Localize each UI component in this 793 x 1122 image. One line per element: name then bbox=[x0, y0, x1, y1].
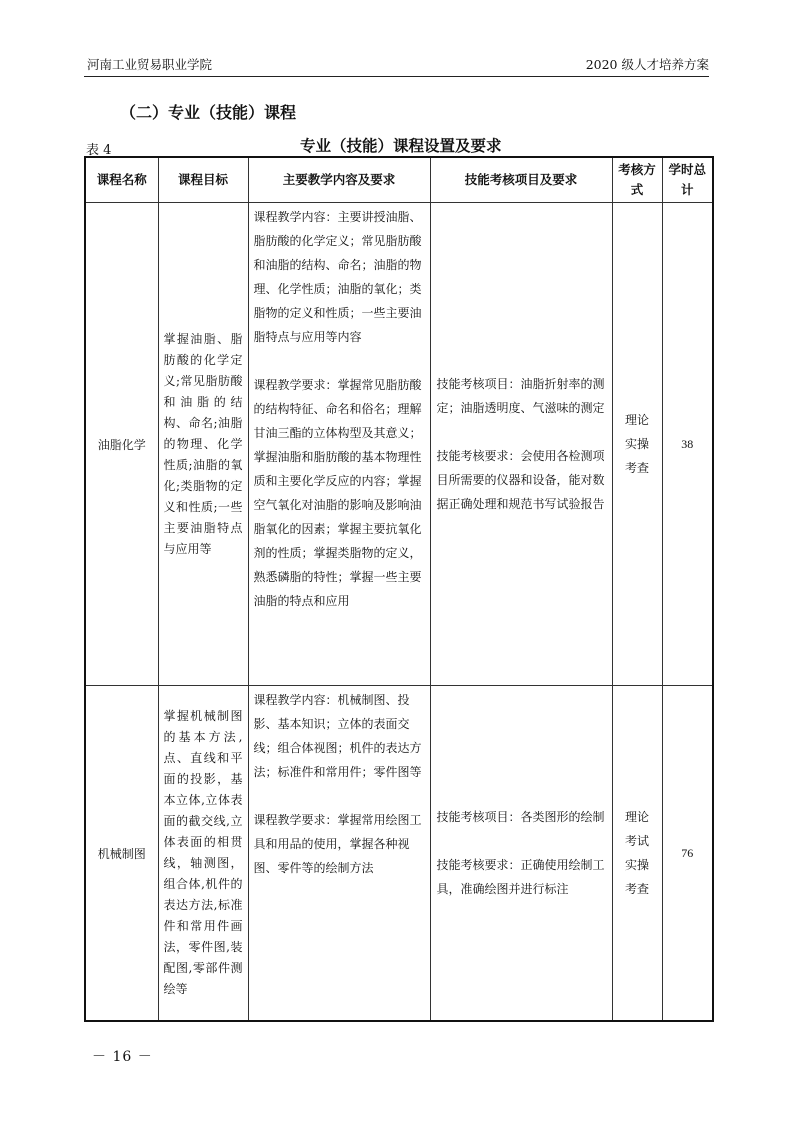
table-row bbox=[85, 203, 713, 686]
col-header-total-hours: 学时总计 bbox=[662, 157, 713, 203]
method-line: 考试 bbox=[624, 834, 649, 848]
table-header-row bbox=[85, 157, 713, 203]
header-institution: 河南工业贸易职业学院 bbox=[87, 57, 213, 72]
skill-items: 技能考核项目：各类图形的绘制 bbox=[436, 810, 605, 824]
assessment-method bbox=[612, 203, 662, 686]
skill-items: 技能考核项目：油脂折射率的测定；油脂透明度、气滋味的测定 bbox=[436, 377, 605, 415]
method-line: 实操 bbox=[624, 437, 649, 451]
course-skill-assessment bbox=[430, 686, 612, 1022]
table-title: 专业（技能）课程设置及要求 bbox=[300, 137, 502, 155]
skill-requirement: 技能考核要求：正确使用绘制工具，准确绘图并进行标注 bbox=[436, 858, 605, 896]
col-header-skill-assessment: 技能考核项目及要求 bbox=[430, 157, 612, 203]
course-content bbox=[248, 686, 430, 1022]
course-name: 油脂化学 bbox=[85, 203, 158, 686]
header-plan-title: 2020 级人才培养方案 bbox=[585, 57, 709, 72]
paragraph-gap bbox=[254, 349, 425, 373]
method-line: 考查 bbox=[624, 882, 649, 896]
method-line: 考查 bbox=[624, 461, 649, 475]
course-name: 机械制图 bbox=[85, 686, 158, 1022]
content-requirement: 课程教学要求：掌握常见脂肪酸的结构特征、命名和俗名；理解甘油三酯的立体构型及其意义；掌握油脂和脂肪酸的基本物理性质和主要化学反应的内容；掌握空气氧化对油脂的影响及影响油脂氧化的因素；掌握主要抗氧化剂的性质；掌握类脂物的定义，熟悉磷脂的特性；掌握一些主要油脂的特点和应用 bbox=[253, 378, 422, 608]
course-requirements-table bbox=[84, 156, 714, 1022]
total-hours: 38 bbox=[662, 203, 713, 686]
col-header-course-name: 课程名称 bbox=[85, 157, 158, 203]
table-label: 表 4 bbox=[86, 143, 112, 158]
paragraph-gap bbox=[437, 420, 606, 444]
method-line: 理论 bbox=[624, 810, 649, 824]
skill-requirement: 技能考核要求：会使用各检测项目所需要的仪器和设备，能对数据正确处理和规范书写试验报告 bbox=[436, 449, 605, 511]
method-line: 实操 bbox=[624, 858, 649, 872]
content-requirement: 课程教学要求：掌握常用绘图工具和用品的使用，掌握各种视图、零件等的绘制方法 bbox=[253, 813, 422, 875]
section-heading: （二）专业（技能）课程 bbox=[120, 103, 297, 122]
assessment-method bbox=[612, 686, 662, 1022]
course-content bbox=[248, 203, 430, 686]
total-hours: 76 bbox=[662, 686, 713, 1022]
content-intro: 课程教学内容：机械制图、投影、基本知识；立体的表面交线；组合体视图；机件的表达方法；标准件和常用件；零件图等 bbox=[253, 693, 422, 779]
course-goal: 掌握油脂、脂肪酸的化学定义;常见脂肪酸和油脂的结构、命名;油脂的物理、化学性质;油脂的氧化;类脂物的定义和性质;一些主要油脂特点与应用等 bbox=[158, 203, 248, 686]
col-header-teaching-content: 主要教学内容及要求 bbox=[248, 157, 430, 203]
paragraph-gap bbox=[437, 829, 606, 853]
header-divider bbox=[84, 76, 709, 77]
course-skill-assessment bbox=[430, 203, 612, 686]
table-row bbox=[85, 686, 713, 1022]
col-header-assessment-method: 考核方式 bbox=[612, 157, 662, 203]
content-intro: 课程教学内容：主要讲授油脂、脂肪酸的化学定义；常见脂肪酸和油脂的结构、命名；油脂的物理、化学性质；油脂的氧化；类脂物的定义和性质；一些主要油脂特点与应用等内容 bbox=[253, 210, 422, 344]
course-goal: 掌握机械制图的基本方法,点、直线和平面的投影，基本立体,立体表面的截交线,立体表面的相贯线，轴测图，组合体,机件的表达方法,标准件和常用件画法，零件图,装配图,零部件测绘等 bbox=[158, 686, 248, 1022]
page-number: － 16 － bbox=[92, 1049, 153, 1065]
col-header-course-goal: 课程目标 bbox=[158, 157, 248, 203]
method-line: 理论 bbox=[624, 413, 649, 427]
paragraph-gap bbox=[254, 784, 425, 808]
